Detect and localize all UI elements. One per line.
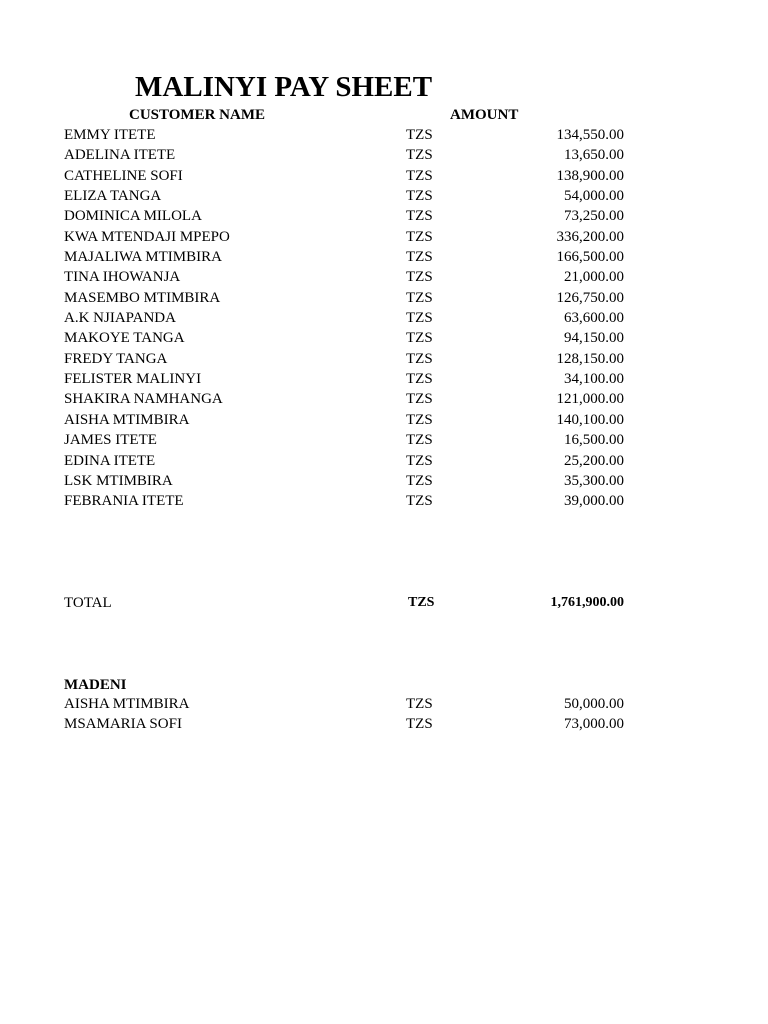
table-row xyxy=(64,328,624,348)
customer-name-cell: A.K NJIAPANDA xyxy=(64,310,176,327)
table-row xyxy=(64,206,624,226)
customer-name-cell: EMMY ITETE xyxy=(64,127,156,143)
currency-cell: TZS xyxy=(406,371,433,388)
amount-cell: 13,650.00 xyxy=(564,147,624,164)
customer-name-cell: FEBRANIA ITETE xyxy=(64,493,184,510)
table-row xyxy=(64,308,624,328)
amount-cell: 16,500.00 xyxy=(564,432,624,449)
table-row xyxy=(64,410,624,430)
amount-cell: 35,300.00 xyxy=(564,472,624,489)
amount-cell: 39,000.00 xyxy=(564,493,624,510)
currency-cell: TZS xyxy=(406,147,433,164)
table-row xyxy=(64,125,624,145)
table-row xyxy=(64,714,624,734)
currency-cell: TZS xyxy=(406,696,433,712)
amount-cell: 140,100.00 xyxy=(556,411,624,428)
amount-cell: 73,000.00 xyxy=(564,716,624,733)
currency-cell: TZS xyxy=(406,411,433,428)
currency-cell: TZS xyxy=(406,391,433,408)
table-row xyxy=(64,430,624,450)
table-row xyxy=(64,349,624,369)
table-row xyxy=(64,369,624,389)
currency-cell: TZS xyxy=(406,208,433,225)
customer-name-cell: AISHA MTIMBIRA xyxy=(64,411,190,428)
table-row xyxy=(64,471,624,491)
total-label: TOTAL xyxy=(64,595,112,611)
currency-cell: TZS xyxy=(406,472,433,489)
amount-header: AMOUNT xyxy=(450,107,519,123)
customer-name-cell: EDINA ITETE xyxy=(64,452,156,469)
table-row xyxy=(64,166,624,186)
table-row xyxy=(64,227,624,247)
currency-cell: TZS xyxy=(406,452,433,469)
amount-cell: 50,000.00 xyxy=(564,696,624,712)
table-row xyxy=(64,694,624,714)
customer-name-header: CUSTOMER NAME xyxy=(129,107,265,123)
customer-name-cell: MAKOYE TANGA xyxy=(64,330,185,347)
total-row xyxy=(64,593,624,613)
table-row xyxy=(64,267,624,287)
table-row xyxy=(64,247,624,267)
currency-cell: TZS xyxy=(406,432,433,449)
currency-cell: TZS xyxy=(406,249,433,266)
customer-name-cell: FELISTER MALINYI xyxy=(64,371,202,388)
amount-cell: 34,100.00 xyxy=(564,371,624,388)
table-row xyxy=(64,451,624,471)
customer-name-cell: FREDY TANGA xyxy=(64,350,168,367)
table-row xyxy=(64,389,624,409)
customer-name-cell: CATHELINE SOFI xyxy=(64,167,183,184)
amount-cell: 138,900.00 xyxy=(556,167,624,184)
customer-name-cell: DOMINICA MILOLA xyxy=(64,208,202,225)
amount-cell: 336,200.00 xyxy=(556,228,624,245)
amount-cell: 54,000.00 xyxy=(564,188,624,205)
customer-name-cell: JAMES ITETE xyxy=(64,432,157,449)
currency-cell: TZS xyxy=(406,310,433,327)
customer-name-cell: MASEMBO MTIMBIRA xyxy=(64,289,221,306)
madeni-list xyxy=(64,694,624,735)
amount-cell: 21,000.00 xyxy=(564,269,624,286)
madeni-heading: MADENI xyxy=(64,677,127,693)
customer-name-cell: MSAMARIA SOFI xyxy=(64,716,182,733)
amount-cell: 25,200.00 xyxy=(564,452,624,469)
table-row xyxy=(64,145,624,165)
amount-cell: 63,600.00 xyxy=(564,310,624,327)
table-row xyxy=(64,288,624,308)
currency-cell: TZS xyxy=(406,127,433,143)
total-currency: TZS xyxy=(408,595,435,610)
customer-name-cell: ELIZA TANGA xyxy=(64,188,162,205)
currency-cell: TZS xyxy=(406,716,433,733)
customer-name-cell: AISHA MTIMBIRA xyxy=(64,696,190,712)
amount-cell: 73,250.00 xyxy=(564,208,624,225)
customer-name-cell: ADELINA ITETE xyxy=(64,147,176,164)
table-row xyxy=(64,186,624,206)
amount-cell: 166,500.00 xyxy=(556,249,624,266)
customer-name-cell: SHAKIRA NAMHANGA xyxy=(64,391,223,408)
customer-name-cell: KWA MTENDAJI MPEPO xyxy=(64,228,230,245)
currency-cell: TZS xyxy=(406,167,433,184)
amount-cell: 121,000.00 xyxy=(556,391,624,408)
currency-cell: TZS xyxy=(406,188,433,205)
customer-name-cell: LSK MTIMBIRA xyxy=(64,472,173,489)
currency-cell: TZS xyxy=(406,269,433,286)
amount-cell: 134,550.00 xyxy=(556,127,624,143)
currency-cell: TZS xyxy=(406,493,433,510)
customer-name-cell: MAJALIWA MTIMBIRA xyxy=(64,249,222,266)
currency-cell: TZS xyxy=(406,350,433,367)
amount-cell: 94,150.00 xyxy=(564,330,624,347)
currency-cell: TZS xyxy=(406,228,433,245)
amount-cell: 128,150.00 xyxy=(556,350,624,367)
customer-list xyxy=(64,125,624,512)
table-row xyxy=(64,491,624,511)
total-amount: 1,761,900.00 xyxy=(550,595,624,610)
customer-name-cell: TINA IHOWANJA xyxy=(64,269,181,286)
currency-cell: TZS xyxy=(406,330,433,347)
amount-cell: 126,750.00 xyxy=(556,289,624,306)
page-title: MALINYI PAY SHEET xyxy=(135,71,433,103)
currency-cell: TZS xyxy=(406,289,433,306)
